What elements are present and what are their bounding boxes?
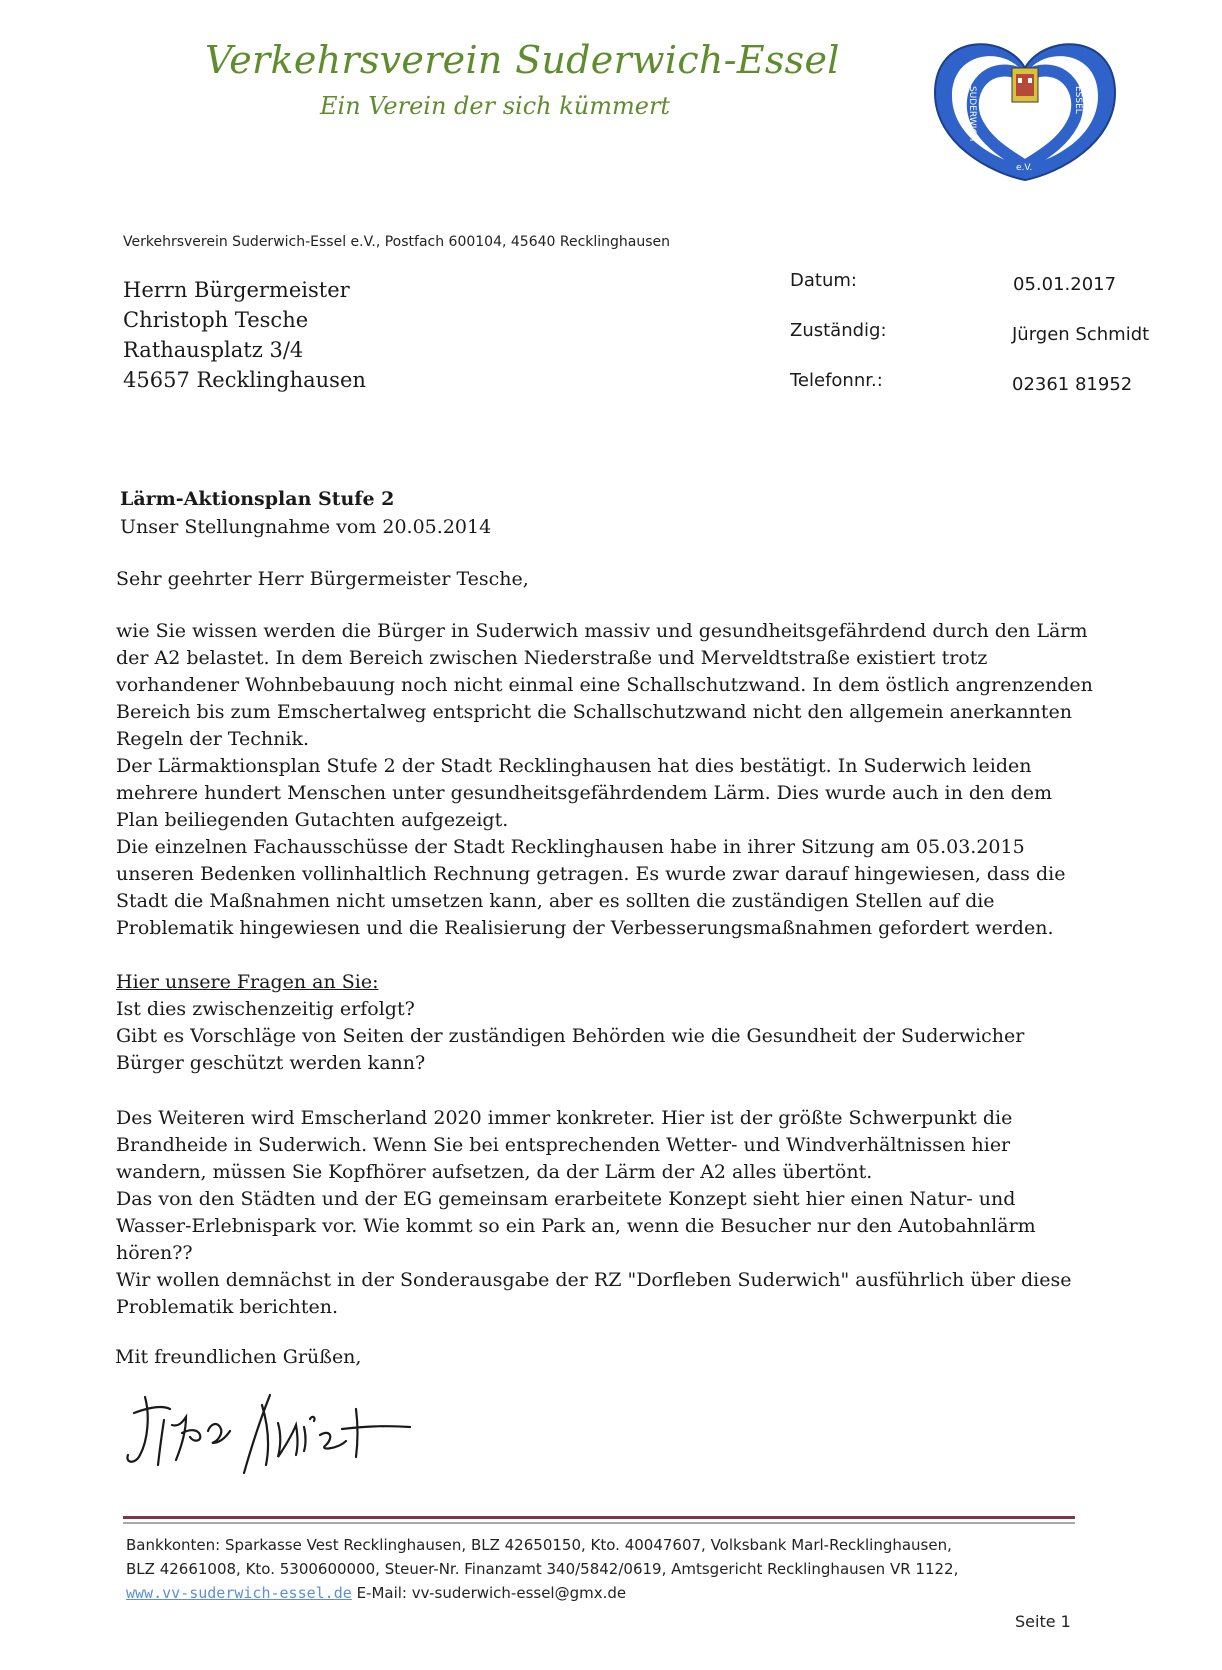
- footer-rule-shadow: [123, 1522, 1075, 1524]
- logo-left-text: SUDERWICH: [967, 86, 977, 142]
- question-1: Ist dies zwischenzeitig erfolgt?: [116, 998, 415, 1020]
- sender-line: Verkehrsverein Suderwich-Essel e.V., Postfach 600104, 45640 Recklinghausen: [123, 234, 671, 250]
- subject-title: Lärm-Aktionsplan Stufe 2: [120, 488, 395, 510]
- page-number: Seite 1: [1015, 1612, 1071, 1631]
- paragraph-2: Der Lärmaktionsplan Stufe 2 der Stadt Recklinghausen hat dies bestätigt. In Suderwich leiden mehrere hundert Menschen unter gesundheitsgefährdendem Lärm. Dies wurde auch in den dem Plan beiliegenden Gutachten aufgezeigt.: [116, 755, 1052, 831]
- email-text: E-Mail: vv-suderwich-essel@gmx.de: [356, 1584, 627, 1602]
- recipient-address: [123, 275, 366, 395]
- phone-value: 02361 81952: [1012, 374, 1133, 395]
- paragraph-5: Das von den Städten und der EG gemeinsam erarbeitete Konzept sieht hier einen Natur- und Wasser-Erlebnispark vor. Wie kommt so ein Park an, wenn die Besucher nur den Autobahnlärm hören??: [116, 1188, 1036, 1264]
- letterhead-title: Verkehrsverein Suderwich-Essel: [205, 38, 840, 82]
- date-value: 05.01.2017: [1013, 274, 1117, 295]
- letter-body-2: [116, 1105, 1096, 1321]
- footer-rule: [123, 1516, 1075, 1519]
- logo-right-text: ESSEL: [1073, 86, 1083, 114]
- footer: [126, 1533, 1096, 1605]
- salutation: Sehr geehrter Herr Bürgermeister Tesche,: [116, 568, 529, 590]
- recipient-line-1: Herrn Bürgermeister: [123, 278, 350, 302]
- responsible-label: Zuständig:: [790, 320, 887, 341]
- paragraph-1: wie Sie wissen werden die Bürger in Suderwich massiv und gesundheitsgefährdend durch den Lärm der A2 belastet. In dem Bereich zwischen Niederstraße und Merveldtstraße existiert trotz vorhandener Wohnbebauung noch nicht einmal eine Schallschutzwand. In dem östlich angrenzenden Bereich bis zum Emschertalweg entspricht die Schallschutzwand nicht den allgemein anerkannten Regeln der Technik.: [116, 620, 1093, 750]
- recipient-line-2: Christoph Tesche: [123, 308, 309, 332]
- date-label: Datum:: [790, 270, 857, 291]
- letter-body: [116, 618, 1096, 942]
- footer-contact-line: [126, 1581, 1096, 1605]
- logo-bottom-text: e.V.: [1016, 163, 1033, 173]
- phone-label: Telefonnr.:: [790, 370, 883, 391]
- signature: [120, 1385, 440, 1485]
- letterhead-slogan: Ein Verein der sich kümmert: [320, 92, 671, 120]
- closing: Mit freundlichen Grüßen,: [115, 1346, 362, 1368]
- footer-bank-line-2: BLZ 42661008, Kto. 5300600000, Steuer-Nr. Finanzamt 340/5842/0619, Amtsgericht Recklinghausen VR 1122,: [126, 1560, 959, 1578]
- paragraph-6: Wir wollen demnächst in der Sonderausgabe der RZ "Dorfleben Suderwich" ausführlich über diese Problematik berichten.: [116, 1269, 1072, 1318]
- paragraph-4: Des Weiteren wird Emscherland 2020 immer konkreter. Hier ist der größte Schwerpunkt die Brandheide in Suderwich. Wenn Sie bei entsprechenden Wetter- und Windverhältnissen hier wandern, müssen Sie Kopfhörer aufsetzen, da der Lärm der A2 alles übertönt.: [116, 1107, 1013, 1183]
- recipient-line-4: 45657 Recklinghausen: [123, 368, 366, 392]
- question-2: Gibt es Vorschläge von Seiten der zuständigen Behörden wie die Gesundheit der Suderwicher Bürger geschützt werden kann?: [116, 1025, 1025, 1074]
- website-link[interactable]: www.vv-suderwich-essel.de: [126, 1584, 352, 1602]
- footer-bank-line-1: Bankkonten: Sparkasse Vest Recklinghausen, BLZ 42650150, Kto. 40047607, Volksbank Marl-Recklinghausen,: [126, 1536, 952, 1554]
- questions-heading: Hier unsere Fragen an Sie:: [116, 971, 379, 993]
- responsible-value: Jürgen Schmidt: [1012, 324, 1150, 345]
- paragraph-3: Die einzelnen Fachausschüsse der Stadt Recklinghausen habe in ihrer Sitzung am 05.03.2015 unseren Bedenken vollinhaltlich Rechnung getragen. Es wurde zwar darauf hingewiesen, dass die Stadt die Maßnahmen nicht umsetzen kann, aber es sollten die zuständigen Stellen auf die Problematik hingewiesen und die Realisierung der Verbesserungsmaßnahmen gefordert werden.: [116, 836, 1066, 939]
- subject-block: [120, 485, 491, 541]
- recipient-line-3: Rathausplatz 3/4: [123, 338, 304, 362]
- questions-block: [116, 969, 1096, 1077]
- subject-reference: Unser Stellungnahme vom 20.05.2014: [120, 516, 492, 538]
- club-logo: [930, 38, 1120, 183]
